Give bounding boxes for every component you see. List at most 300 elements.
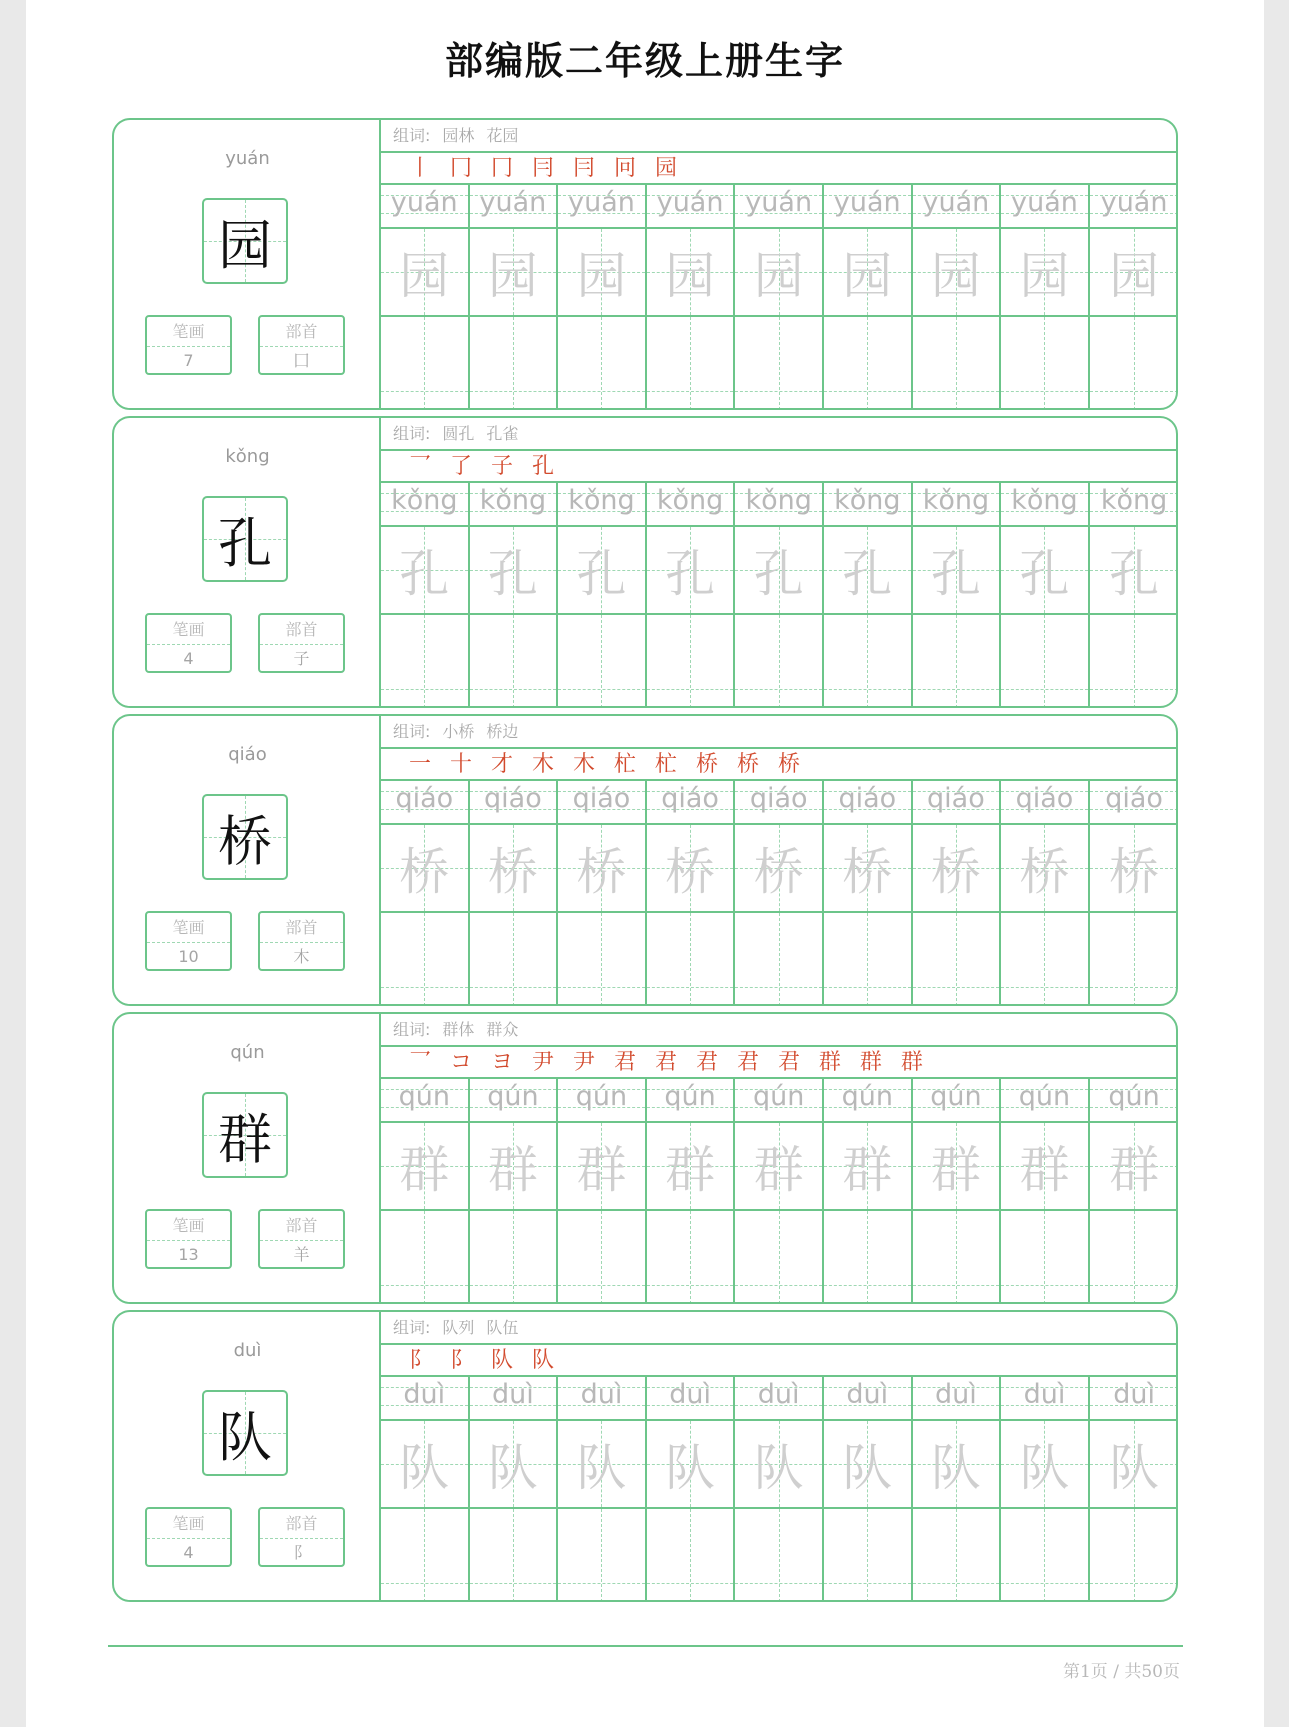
blank-practice-cell[interactable] <box>381 1211 470 1304</box>
practice-grid <box>381 1377 1176 1600</box>
character-card <box>112 118 1178 410</box>
pinyin-trace-text: kǒng <box>479 485 547 516</box>
character-glyph: 队 <box>218 1405 272 1469</box>
pinyin-trace-text: kǒng <box>834 485 901 516</box>
character-box <box>202 794 288 880</box>
character-trace-cell[interactable] <box>735 527 824 615</box>
character-trace-cell[interactable] <box>1090 229 1178 317</box>
stroke-count-value: 4 <box>183 649 194 668</box>
pinyin-trace-cell[interactable] <box>1090 185 1178 229</box>
character-trace-text: 群 <box>1019 1141 1070 1199</box>
pinyin-trace-text: qún <box>575 1081 628 1112</box>
character-trace-text: 园 <box>842 247 893 305</box>
pinyin-trace-text: kǒng <box>656 485 724 516</box>
practice-grid <box>381 483 1176 706</box>
stroke-order: 乛 了 子 孔 <box>381 451 1176 483</box>
pinyin-trace-text: yuán <box>1011 187 1078 218</box>
blank-practice-cell[interactable] <box>913 317 1002 410</box>
words-prefix: 组词: <box>393 1020 431 1039</box>
character-trace-text: 桥 <box>753 843 804 901</box>
example-word: 群众 <box>486 1020 519 1039</box>
blank-practice-cell[interactable] <box>824 1211 913 1304</box>
blank-practice-cell[interactable] <box>558 317 647 410</box>
pinyin-trace-cell[interactable] <box>824 483 913 527</box>
pinyin-trace-cell[interactable] <box>558 1377 647 1421</box>
character-trace-cell[interactable] <box>824 1421 913 1509</box>
stroke-order: 阝 阝 队 队 <box>381 1345 1176 1377</box>
blank-practice-cell[interactable] <box>735 1211 824 1304</box>
radical-label: 部首 <box>260 317 343 347</box>
character-info-panel <box>114 716 381 1004</box>
words-prefix: 组词: <box>393 1318 431 1337</box>
pinyin-trace-text: qiáo <box>838 783 897 814</box>
stroke-count-label: 笔画 <box>147 1211 230 1241</box>
pinyin-trace-text: qún <box>398 1081 450 1112</box>
blank-practice-cell[interactable] <box>647 317 736 410</box>
pinyin-trace-cell[interactable] <box>1001 781 1090 825</box>
character-trace-cell[interactable] <box>824 1123 913 1211</box>
pinyin-trace-text: yuán <box>922 187 990 218</box>
example-word: 小桥 <box>442 722 475 741</box>
character-trace-cell[interactable] <box>913 1421 1002 1509</box>
pinyin-trace-cell[interactable] <box>824 185 913 229</box>
blank-practice-cell[interactable] <box>558 1509 647 1602</box>
character-trace-text: 桥 <box>665 843 716 901</box>
character-glyph: 桥 <box>218 809 272 873</box>
character-trace-cell[interactable] <box>381 1421 470 1509</box>
character-box <box>202 1092 288 1178</box>
stroke-count-label: 笔画 <box>147 317 230 347</box>
pinyin-trace-cell[interactable] <box>824 781 913 825</box>
character-trace-cell[interactable] <box>1001 1123 1090 1211</box>
pinyin-trace-cell[interactable] <box>1090 1377 1178 1421</box>
character-trace-cell[interactable] <box>1001 825 1090 913</box>
practice-panel <box>381 1312 1176 1600</box>
character-trace-cell[interactable] <box>735 229 824 317</box>
stroke-order: 乛 コ ヨ 尹 尹 君 君 君 君 君 群 群 群 <box>381 1047 1176 1079</box>
practice-grid <box>381 185 1176 408</box>
character-trace-cell[interactable] <box>381 1123 470 1211</box>
character-trace-text: 群 <box>399 1141 450 1199</box>
character-glyph: 园 <box>218 213 272 277</box>
blank-practice-cell[interactable] <box>913 913 1002 1006</box>
pinyin-trace-text: duì <box>935 1379 977 1410</box>
pinyin-trace-cell[interactable] <box>647 781 736 825</box>
blank-practice-cell[interactable] <box>381 1509 470 1602</box>
pinyin-trace-cell[interactable] <box>1001 1079 1090 1123</box>
blank-practice-cell[interactable] <box>735 913 824 1006</box>
pinyin-trace-text: qiáo <box>572 783 631 814</box>
character-trace-cell[interactable] <box>558 825 647 913</box>
blank-practice-cell[interactable] <box>381 317 470 410</box>
character-trace-cell[interactable] <box>558 229 647 317</box>
blank-practice-cell[interactable] <box>824 615 913 708</box>
character-trace-cell[interactable] <box>470 825 559 913</box>
pinyin-trace-cell[interactable] <box>647 483 736 527</box>
character-trace-text: 孔 <box>1019 545 1070 603</box>
pinyin-trace-cell[interactable] <box>558 185 647 229</box>
practice-panel <box>381 418 1176 706</box>
character-trace-cell[interactable] <box>647 1123 736 1211</box>
stroke-count-value: 10 <box>178 947 199 966</box>
pinyin-trace-cell[interactable] <box>913 781 1002 825</box>
character-trace-text: 桥 <box>576 843 627 901</box>
words-prefix: 组词: <box>393 722 431 741</box>
pinyin-trace-text: qún <box>1108 1081 1160 1112</box>
character-trace-cell[interactable] <box>1001 527 1090 615</box>
character-info-panel <box>114 418 381 706</box>
character-trace-cell[interactable] <box>647 229 736 317</box>
pinyin-trace-cell[interactable] <box>735 1079 824 1123</box>
character-glyph: 孔 <box>218 511 272 575</box>
character-trace-text: 孔 <box>753 545 804 603</box>
blank-practice-cell[interactable] <box>470 1509 559 1602</box>
pinyin-trace-text: qún <box>841 1081 893 1112</box>
character-trace-cell[interactable] <box>558 1123 647 1211</box>
pinyin-trace-text: yuán <box>479 187 547 218</box>
pinyin-trace-text: qún <box>930 1081 982 1112</box>
pinyin-trace-cell[interactable] <box>735 483 824 527</box>
pinyin-trace-cell[interactable] <box>381 1377 470 1421</box>
blank-practice-cell[interactable] <box>647 615 736 708</box>
stroke-order: 丨 冂 冂 冃 冃 冋 园 <box>381 153 1176 185</box>
pinyin-trace-text: qiáo <box>395 783 454 814</box>
pinyin-trace-cell[interactable] <box>470 483 559 527</box>
pinyin-trace-cell[interactable] <box>1001 1377 1090 1421</box>
character-trace-text: 群 <box>1109 1141 1160 1199</box>
pinyin-trace-cell[interactable] <box>1090 781 1178 825</box>
blank-practice-cell[interactable] <box>1001 317 1090 410</box>
character-trace-cell[interactable] <box>1090 1421 1178 1509</box>
character-trace-cell[interactable] <box>381 229 470 317</box>
pinyin-trace-text: qiáo <box>661 783 719 814</box>
blank-practice-cell[interactable] <box>470 913 559 1006</box>
character-box <box>202 198 288 284</box>
pinyin-trace-text: duì <box>580 1379 623 1410</box>
radical-box <box>258 1209 345 1269</box>
character-trace-text: 孔 <box>576 545 627 603</box>
radical-value: 囗 <box>293 351 310 370</box>
character-trace-text: 群 <box>487 1141 538 1199</box>
radical-label: 部首 <box>260 1509 343 1539</box>
blank-practice-cell[interactable] <box>647 913 736 1006</box>
character-card <box>112 1012 1178 1304</box>
character-trace-text: 队 <box>665 1439 716 1497</box>
radical-box <box>258 613 345 673</box>
character-trace-cell[interactable] <box>470 527 559 615</box>
character-trace-text: 孔 <box>399 545 450 603</box>
pinyin-trace-text: yuán <box>745 187 813 218</box>
page-title: 部编版二年级上册生字 <box>444 38 845 83</box>
stroke-count-value: 7 <box>183 351 194 370</box>
pinyin-trace-text: qún <box>1018 1081 1071 1112</box>
pinyin-trace-cell[interactable] <box>381 483 470 527</box>
pinyin-trace-text: qún <box>487 1081 539 1112</box>
blank-practice-cell[interactable] <box>381 615 470 708</box>
blank-practice-cell[interactable] <box>558 1211 647 1304</box>
pinyin-trace-text: qún <box>664 1081 716 1112</box>
example-word: 孔雀 <box>486 424 519 443</box>
blank-practice-cell[interactable] <box>558 913 647 1006</box>
radical-label: 部首 <box>260 615 343 645</box>
blank-practice-cell[interactable] <box>1001 1211 1090 1304</box>
character-trace-cell[interactable] <box>913 825 1002 913</box>
pinyin-trace-cell[interactable] <box>647 1079 736 1123</box>
words-prefix: 组词: <box>393 126 431 145</box>
pinyin-trace-cell[interactable] <box>470 1377 559 1421</box>
radical-box <box>258 315 345 375</box>
pinyin-trace-cell[interactable] <box>558 781 647 825</box>
character-trace-text: 队 <box>576 1439 627 1497</box>
pinyin-trace-text: duì <box>669 1379 711 1410</box>
pinyin-trace-text: qiáo <box>927 783 985 814</box>
pinyin-trace-text: duì <box>757 1379 800 1410</box>
pinyin-trace-text: yuán <box>833 187 901 218</box>
stroke-count-box <box>145 1209 232 1269</box>
blank-practice-cell[interactable] <box>913 615 1002 708</box>
blank-practice-cell[interactable] <box>735 615 824 708</box>
stroke-order: 一 十 才 木 木 杧 杧 桥 桥 桥 <box>381 749 1176 781</box>
stroke-count-label: 笔画 <box>147 1509 230 1539</box>
character-trace-text: 园 <box>665 247 716 305</box>
page-number: 第1页 <box>1062 1662 1108 1682</box>
pinyin-trace-cell[interactable] <box>913 1377 1002 1421</box>
character-info-panel <box>114 120 381 408</box>
pinyin-trace-text: kǒng <box>745 485 812 516</box>
blank-practice-cell[interactable] <box>381 913 470 1006</box>
pinyin-trace-cell[interactable] <box>381 781 470 825</box>
radical-value: 子 <box>293 649 310 668</box>
character-trace-cell[interactable] <box>1090 1123 1178 1211</box>
character-trace-cell[interactable] <box>913 1123 1002 1211</box>
character-trace-cell[interactable] <box>735 1123 824 1211</box>
blank-practice-cell[interactable] <box>558 615 647 708</box>
example-word: 圆孔 <box>442 424 475 443</box>
pinyin-trace-cell[interactable] <box>470 185 559 229</box>
character-trace-text: 队 <box>930 1439 981 1497</box>
radical-label: 部首 <box>260 913 343 943</box>
character-trace-text: 队 <box>753 1439 804 1497</box>
character-trace-cell[interactable] <box>735 1421 824 1509</box>
character-trace-text: 群 <box>753 1141 804 1199</box>
blank-practice-cell[interactable] <box>913 1211 1002 1304</box>
character-trace-cell[interactable] <box>647 1421 736 1509</box>
practice-grid <box>381 1079 1176 1302</box>
pinyin-trace-cell[interactable] <box>470 781 559 825</box>
page-footer <box>1063 1657 1180 1682</box>
character-trace-text: 群 <box>930 1141 981 1199</box>
character-trace-text: 孔 <box>1109 545 1160 603</box>
character-info-panel <box>114 1014 381 1302</box>
character-glyph: 群 <box>218 1107 272 1171</box>
blank-practice-cell[interactable] <box>735 317 824 410</box>
character-trace-text: 桥 <box>1019 843 1070 901</box>
character-trace-text: 桥 <box>399 843 450 901</box>
pinyin-trace-cell[interactable] <box>558 1079 647 1123</box>
character-trace-text: 园 <box>487 247 538 305</box>
character-trace-cell[interactable] <box>824 825 913 913</box>
character-trace-text: 队 <box>842 1439 893 1497</box>
example-word: 桥边 <box>486 722 519 741</box>
pinyin-trace-cell[interactable] <box>824 1079 913 1123</box>
word-examples <box>381 1014 1176 1047</box>
character-trace-cell[interactable] <box>647 527 736 615</box>
pinyin-trace-text: yuán <box>390 187 458 218</box>
pinyin-trace-cell[interactable] <box>913 185 1002 229</box>
character-trace-cell[interactable] <box>558 1421 647 1509</box>
character-trace-cell[interactable] <box>824 229 913 317</box>
blank-practice-cell[interactable] <box>647 1509 736 1602</box>
blank-practice-cell[interactable] <box>1090 615 1178 708</box>
stroke-count-box <box>145 315 232 375</box>
pinyin-trace-text: qiáo <box>1015 783 1074 814</box>
character-trace-cell[interactable] <box>381 825 470 913</box>
pinyin-trace-cell[interactable] <box>1001 483 1090 527</box>
character-trace-cell[interactable] <box>824 527 913 615</box>
stroke-count-box <box>145 1507 232 1567</box>
character-card <box>112 714 1178 1006</box>
character-box <box>202 496 288 582</box>
practice-grid <box>381 781 1176 1004</box>
character-trace-cell[interactable] <box>735 825 824 913</box>
radical-value: 羊 <box>293 1245 310 1264</box>
practice-panel <box>381 1014 1176 1302</box>
pinyin-trace-cell[interactable] <box>1001 185 1090 229</box>
character-trace-cell[interactable] <box>1090 527 1178 615</box>
word-examples <box>381 418 1176 451</box>
page-total: 共50页 <box>1124 1662 1180 1682</box>
radical-box <box>258 1507 345 1567</box>
character-trace-cell[interactable] <box>913 229 1002 317</box>
pinyin-trace-cell[interactable] <box>381 1079 470 1123</box>
pinyin-trace-cell[interactable] <box>913 1079 1002 1123</box>
character-trace-text: 队 <box>1109 1439 1160 1497</box>
blank-practice-cell[interactable] <box>735 1509 824 1602</box>
character-trace-cell[interactable] <box>470 1123 559 1211</box>
blank-practice-cell[interactable] <box>824 317 913 410</box>
blank-practice-cell[interactable] <box>824 1509 913 1602</box>
pinyin-trace-cell[interactable] <box>913 483 1002 527</box>
character-trace-text: 群 <box>842 1141 893 1199</box>
pinyin-trace-cell[interactable] <box>381 185 470 229</box>
blank-practice-cell[interactable] <box>1090 317 1178 410</box>
character-trace-cell[interactable] <box>1090 825 1178 913</box>
pinyin-trace-cell[interactable] <box>470 1079 559 1123</box>
radical-value: 木 <box>293 947 310 966</box>
pinyin-trace-cell[interactable] <box>735 185 824 229</box>
blank-practice-cell[interactable] <box>1001 1509 1090 1602</box>
stroke-count-value: 13 <box>178 1245 199 1264</box>
blank-practice-cell[interactable] <box>1001 913 1090 1006</box>
stroke-count-box <box>145 613 232 673</box>
blank-practice-cell[interactable] <box>470 615 559 708</box>
pinyin-trace-text: duì <box>403 1379 446 1410</box>
character-trace-text: 队 <box>1019 1439 1070 1497</box>
character-trace-text: 孔 <box>842 545 893 603</box>
blank-practice-cell[interactable] <box>824 913 913 1006</box>
pinyin-trace-cell[interactable] <box>1090 1079 1178 1123</box>
radical-value: 阝 <box>293 1543 310 1562</box>
character-card <box>112 1310 1178 1602</box>
character-trace-text: 桥 <box>842 843 893 901</box>
character-trace-text: 桥 <box>930 843 981 901</box>
stroke-count-value: 4 <box>183 1543 194 1562</box>
character-trace-cell[interactable] <box>470 1421 559 1509</box>
pinyin-trace-cell[interactable] <box>735 781 824 825</box>
blank-practice-cell[interactable] <box>1090 1211 1178 1304</box>
word-examples <box>381 120 1176 153</box>
pinyin-trace-text: duì <box>1023 1379 1066 1410</box>
pinyin-trace-cell[interactable] <box>1090 483 1178 527</box>
character-trace-text: 桥 <box>487 843 538 901</box>
pinyin-trace-text: qiáo <box>749 783 808 814</box>
character-trace-cell[interactable] <box>558 527 647 615</box>
character-trace-cell[interactable] <box>647 825 736 913</box>
character-trace-text: 队 <box>399 1439 450 1497</box>
radical-box <box>258 911 345 971</box>
character-trace-cell[interactable] <box>381 527 470 615</box>
pinyin-trace-text: duì <box>1113 1379 1155 1410</box>
character-trace-cell[interactable] <box>1001 229 1090 317</box>
pinyin-trace-cell[interactable] <box>647 185 736 229</box>
character-trace-text: 孔 <box>487 545 538 603</box>
blank-practice-cell[interactable] <box>1001 615 1090 708</box>
blank-practice-cell[interactable] <box>470 317 559 410</box>
example-word: 花园 <box>486 126 519 145</box>
character-trace-text: 园 <box>1019 247 1070 305</box>
character-trace-text: 孔 <box>930 545 981 603</box>
radical-label: 部首 <box>260 1211 343 1241</box>
character-trace-text: 园 <box>576 247 627 305</box>
blank-practice-cell[interactable] <box>1090 1509 1178 1602</box>
example-word: 队列 <box>442 1318 475 1337</box>
character-trace-text: 园 <box>1109 247 1160 305</box>
example-word: 园林 <box>442 126 475 145</box>
example-word: 群体 <box>442 1020 475 1039</box>
blank-practice-cell[interactable] <box>1090 913 1178 1006</box>
blank-practice-cell[interactable] <box>913 1509 1002 1602</box>
character-pinyin: duì <box>233 1340 262 1361</box>
pinyin-trace-text: duì <box>492 1379 534 1410</box>
pinyin-trace-text: qún <box>753 1081 805 1112</box>
pinyin-trace-cell[interactable] <box>824 1377 913 1421</box>
pinyin-trace-cell[interactable] <box>647 1377 736 1421</box>
pinyin-trace-cell[interactable] <box>558 483 647 527</box>
pinyin-trace-cell[interactable] <box>735 1377 824 1421</box>
blank-practice-cell[interactable] <box>647 1211 736 1304</box>
page-separator: / <box>1113 1662 1119 1682</box>
pinyin-trace-text: qiáo <box>484 783 542 814</box>
word-examples <box>381 716 1176 749</box>
character-trace-cell[interactable] <box>913 527 1002 615</box>
character-trace-cell[interactable] <box>1001 1421 1090 1509</box>
character-box <box>202 1390 288 1476</box>
character-trace-text: 园 <box>753 247 804 305</box>
blank-practice-cell[interactable] <box>470 1211 559 1304</box>
stroke-count-label: 笔画 <box>147 615 230 645</box>
character-trace-cell[interactable] <box>470 229 559 317</box>
stroke-count-label: 笔画 <box>147 913 230 943</box>
practice-panel <box>381 716 1176 1004</box>
character-pinyin: kǒng <box>225 446 270 467</box>
character-pinyin: qún <box>230 1042 265 1063</box>
character-trace-text: 园 <box>399 247 450 305</box>
character-trace-text: 园 <box>930 247 981 305</box>
words-prefix: 组词: <box>393 424 431 443</box>
character-pinyin: qiáo <box>228 744 267 765</box>
pinyin-trace-text: kǒng <box>391 485 458 516</box>
stroke-count-box <box>145 911 232 971</box>
